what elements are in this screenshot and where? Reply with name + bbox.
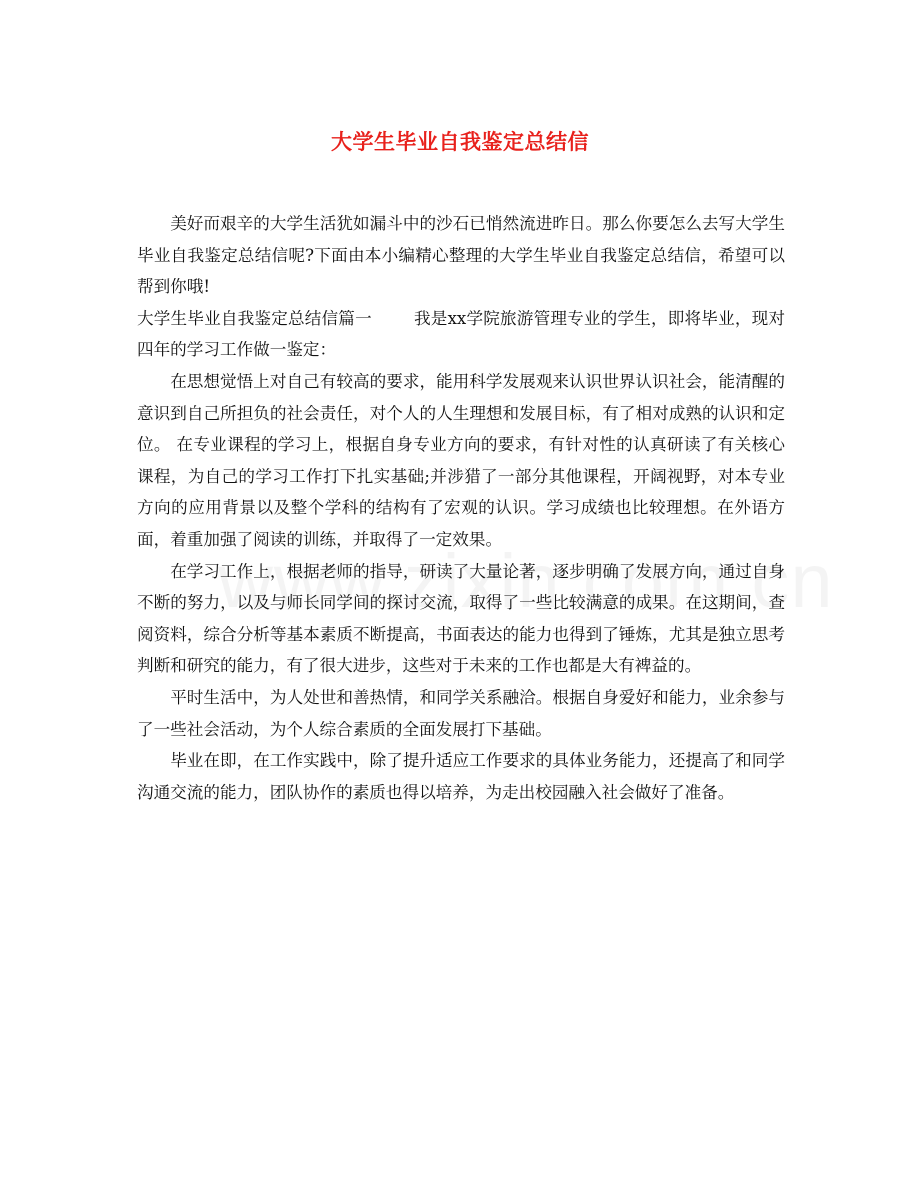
section-lead: 我是xx学院旅游管理专业的学生，即将毕业，现对四年的学习工作做一鉴定： [137, 308, 786, 360]
body-paragraph: 在学习工作上，根据老师的指导，研读了大量论著，逐步明确了发展方向，通过自身不断的努力，以及与师长同学间的探讨交流，取得了一些比较满意的成果。在这期间，查阅资料，综合分析等基本素质不断提高，书面表达的能力也得到了锤炼，尤其是独立思考判断和研究的能力，有了很大进步，这些对于未来的工作也都是大有裨益的。 [137, 561, 785, 676]
intro-paragraph: 美好而艰辛的大学生活犹如漏斗中的沙石已悄然流进昨日。那么你要怎么去写大学生毕业自我鉴定总结信呢?下面由本小编精心整理的大学生毕业自我鉴定总结信，希望可以帮到你哦! [137, 214, 785, 297]
body-paragraph: 平时生活中，为人处世和善热情，和同学关系融洽。根据自身爱好和能力，业余参与了一些社会活动，为个人综合素质的全面发展打下基础。 [137, 687, 785, 739]
document-body [137, 208, 785, 808]
document-title: 大学生毕业自我鉴定总结信 [331, 129, 589, 154]
body-paragraph: 毕业在即，在工作实践中，除了提升适应工作要求的具体业务能力，还提高了和同学沟通交流的能力，团队协作的素质也得以培养，为走出校园融入社会做好了准备。 [137, 751, 785, 802]
section-heading: 大学生毕业自我鉴定总结信篇一 [137, 308, 372, 328]
body-paragraph: 在思想觉悟上对自己有较高的要求，能用科学发展观来认识世界认识社会，能清醒的意识到自己所担负的社会责任，对个人的人生理想和发展目标，有了相对成熟的认识和定位。 在专业课程的学习上，根据自身专业方向的要求，有针对性的认真研读了有关核心课程，为自己的学习工作打下扎实基础;并涉猎了一部分其他课程，开阔视野，对本专业方向的应用背景以及整个学科的结构有了宏观的认识。学习成绩也比较理想。在外语方面，着重加强了阅读的训练，并取得了一定效果。 [137, 371, 785, 549]
section-paragraph [137, 303, 785, 366]
